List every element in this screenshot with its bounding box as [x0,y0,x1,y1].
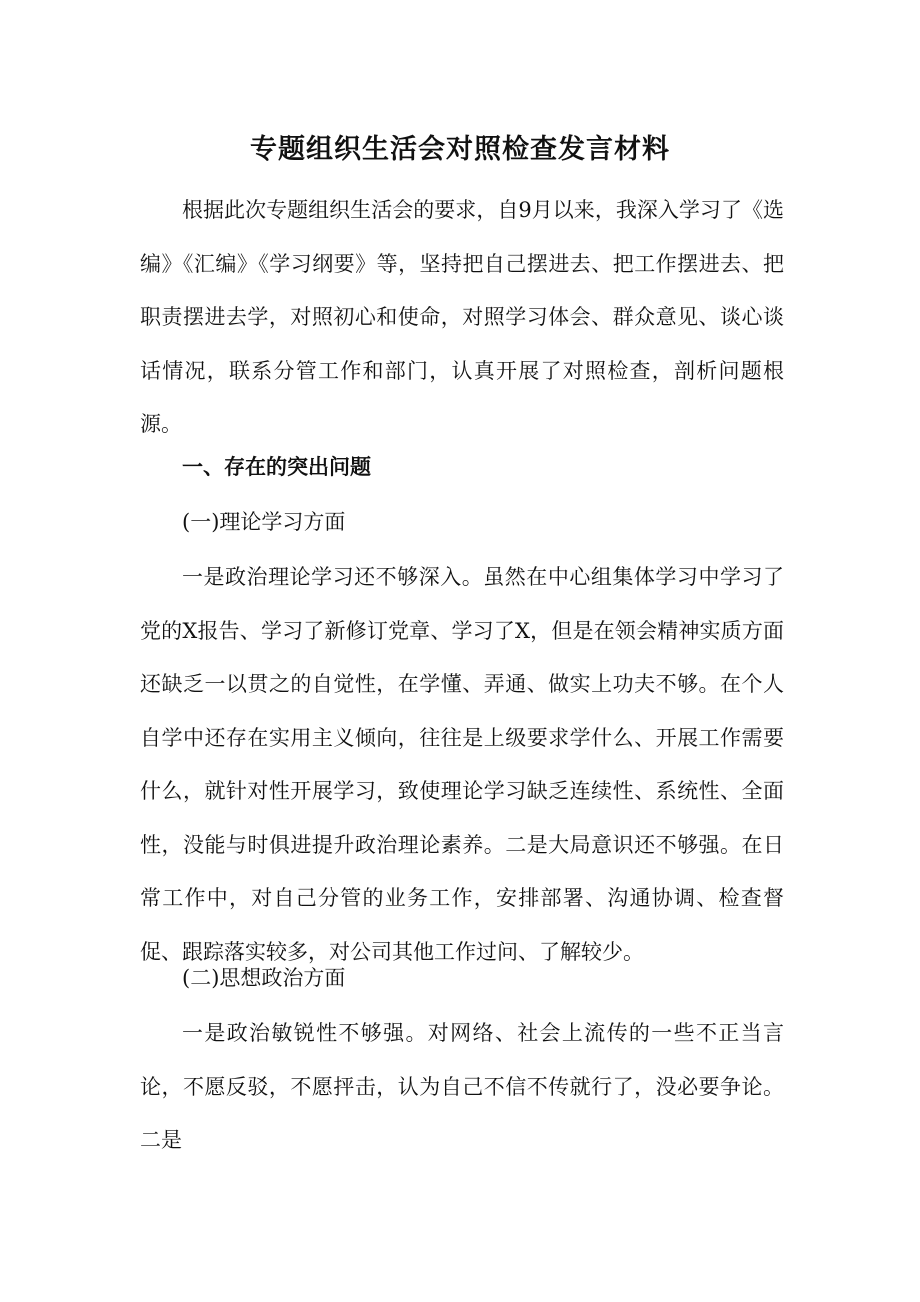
subsection-heading-2: (二)思想政治方面 [182,966,346,990]
subsection-heading-1: (一)理论学习方面 [182,510,346,534]
subsection-2-paragraph: 一是政治敏锐性不够强。对网络、社会上流传的一些不正当言论，不愿反驳，不愿抨击，认为自己不信不传就行了，没必要争论。二是 [140,1021,784,1152]
subsection-1-paragraph: 一是政治理论学习还不够深入。虽然在中心组集体学习中学习了党的X报告、学习了新修订党章、学习了X，但是在领会精神实质方面还缺乏一以贯之的自觉性，在学懂、弄通、做实上功夫不够。在个人自学中还存在实用主义倾向，往往是上级要求学什么、开展工作需要什么，就针对性开展学习，致使理论学习缺乏连续性、系统性、全面性，没能与时俱进提升政治理论素养。二是大局意识还不够强。在日常工作中，对自己分管的业务工作，安排部署、沟通协调、检查督促、跟踪落实较多，对公司其他工作过问、了解较少。 [140,565,784,964]
intro-paragraph: 根据此次专题组织生活会的要求，自9月以来，我深入学习了《选编》《汇编》《学习纲要》等，坚持把自己摆进去、把工作摆进去、把职责摆进去学，对照初心和使命，对照学习体会、群众意见、谈心谈话情况，联系分管工作和部门，认真开展了对照检查，剖析问题根源。 [140,198,784,436]
document-title: 专题组织生活会对照检查发言材料 [250,134,670,165]
section-heading-1: 一、存在的突出问题 [182,454,371,479]
